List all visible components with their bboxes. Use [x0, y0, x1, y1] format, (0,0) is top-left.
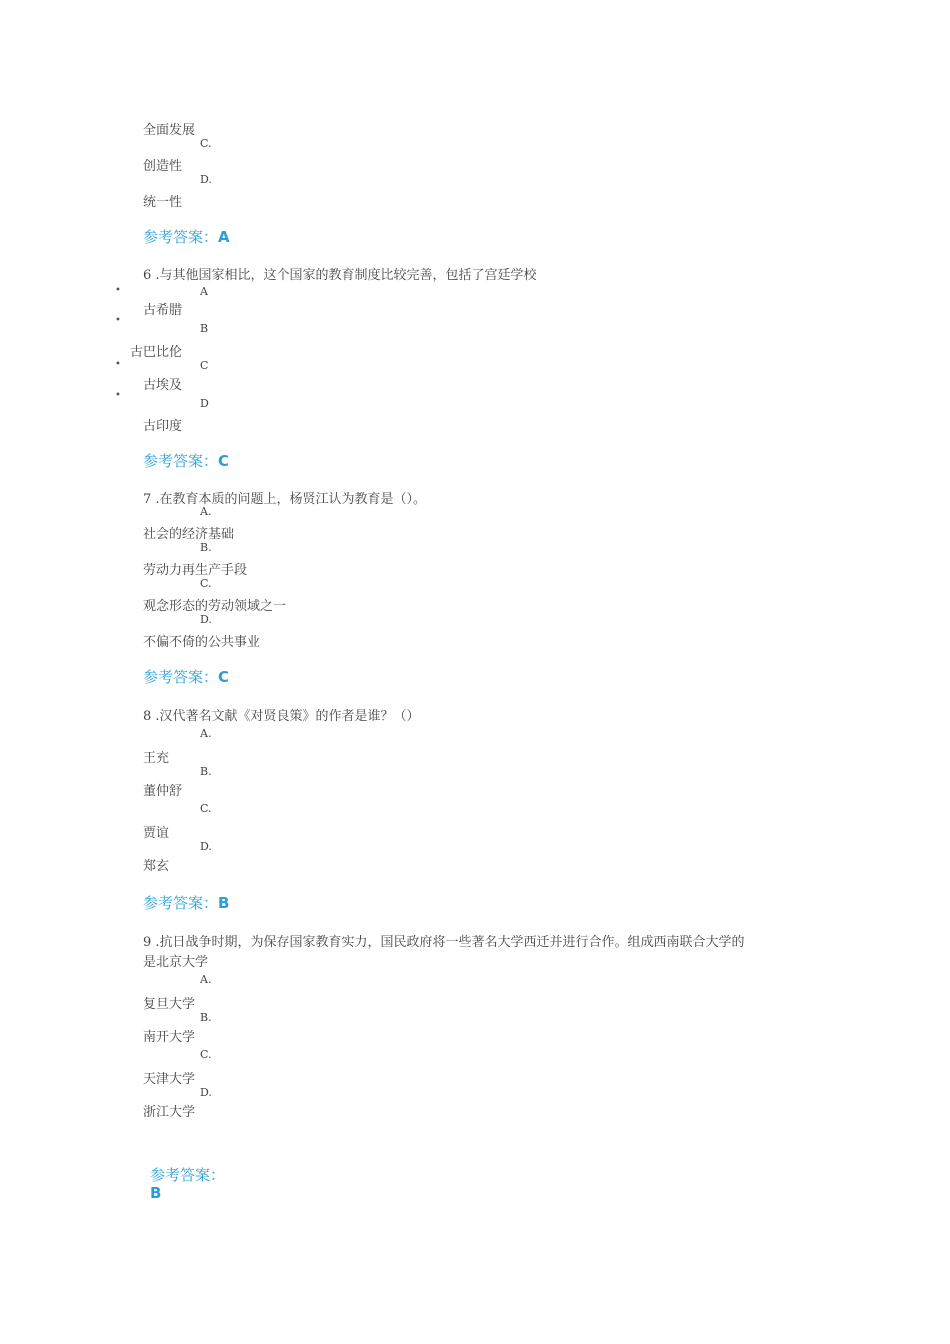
prev-option-d-text: 统一性 [143, 195, 183, 210]
q7-option-b-letter: B. [200, 541, 212, 554]
q6-option-c-letter: C [200, 359, 209, 372]
q6-option-b-letter: B [200, 322, 209, 335]
prev-option-d-letter: D. [200, 173, 212, 186]
answer-prefix: 参考答案： [143, 668, 219, 686]
q6-option-a-letter: A [200, 285, 208, 298]
question-9-text-line2: 是北京大学 [143, 955, 209, 970]
q7-option-d-letter: D. [200, 613, 212, 626]
q9-option-b-letter: B. [200, 1011, 212, 1024]
q6-option-b-text: 古巴比伦 [130, 345, 183, 360]
q7-option-a-text: 社会的经济基础 [143, 527, 235, 542]
q9-option-c-text: 天津大学 [143, 1072, 196, 1087]
q8-option-d-text: 郑玄 [143, 859, 170, 874]
answer-value: B [218, 894, 230, 912]
q6-option-a-text: 古希腊 [143, 303, 183, 318]
prev-option-c-letter: C. [200, 137, 212, 150]
q9-answer-value: B [150, 1184, 162, 1202]
q7-option-d-text: 不偏不倚的公共事业 [143, 635, 261, 650]
prev-option-b-text: 全面发展 [143, 123, 196, 138]
q6-option-d-text: 古印度 [143, 419, 183, 434]
bullet-icon: • [115, 359, 121, 370]
answer-value: C [218, 452, 230, 470]
q9-option-a-text: 复旦大学 [143, 997, 196, 1012]
question-6-text: 6 .与其他国家相比，这个国家的教育制度比较完善，包括了宫廷学校 [143, 268, 537, 283]
q9-option-c-letter: C. [200, 1048, 212, 1061]
q9-option-a-letter: A. [200, 973, 212, 986]
q8-option-a-letter: A. [200, 727, 212, 740]
q6-option-d-letter: D [200, 397, 209, 410]
q7-answer [143, 666, 229, 687]
answer-prefix: 参考答案： [143, 452, 219, 470]
q7-option-c-letter: C. [200, 577, 212, 590]
q9-option-d-text: 浙江大学 [143, 1105, 196, 1120]
q8-option-c-text: 贾谊 [143, 826, 170, 841]
bullet-icon: • [115, 315, 121, 326]
bullet-icon: • [115, 390, 121, 401]
q7-option-b-text: 劳动力再生产手段 [143, 563, 248, 578]
answer-prefix: 参考答案： [143, 228, 219, 246]
q8-option-b-letter: B. [200, 765, 212, 778]
q9-answer-prefix: 参考答案： [150, 1166, 226, 1184]
prev-answer [143, 226, 230, 247]
q8-option-d-letter: D. [200, 840, 212, 853]
q9-option-b-text: 南开大学 [143, 1030, 196, 1045]
answer-value: C [218, 668, 230, 686]
q8-option-b-text: 董仲舒 [143, 784, 183, 799]
q7-option-c-text: 观念形态的劳动领域之一 [143, 599, 287, 614]
answer-prefix: 参考答案： [143, 894, 219, 912]
bullet-icon: • [115, 285, 121, 296]
q7-option-a-letter: A. [200, 505, 212, 518]
prev-option-c-text: 创造性 [143, 159, 183, 174]
answer-value: A [218, 228, 230, 246]
q8-option-c-letter: C. [200, 802, 212, 815]
question-7-text: 7 .在教育本质的问题上，杨贤江认为教育是（）。 [143, 492, 427, 507]
q6-option-c-text: 古埃及 [143, 378, 183, 393]
q8-answer [143, 892, 229, 913]
q6-answer [143, 450, 229, 471]
q8-option-a-text: 王充 [143, 751, 170, 766]
question-8-text: 8 .汉代著名文献《对贤良策》的作者是谁？（） [143, 709, 420, 724]
q9-option-d-letter: D. [200, 1086, 212, 1099]
question-9-text-line1: 9 .抗日战争时期，为保存国家教育实力，国民政府将一些著名大学西迁并进行合作。组成西南联合大学的 [143, 935, 745, 950]
